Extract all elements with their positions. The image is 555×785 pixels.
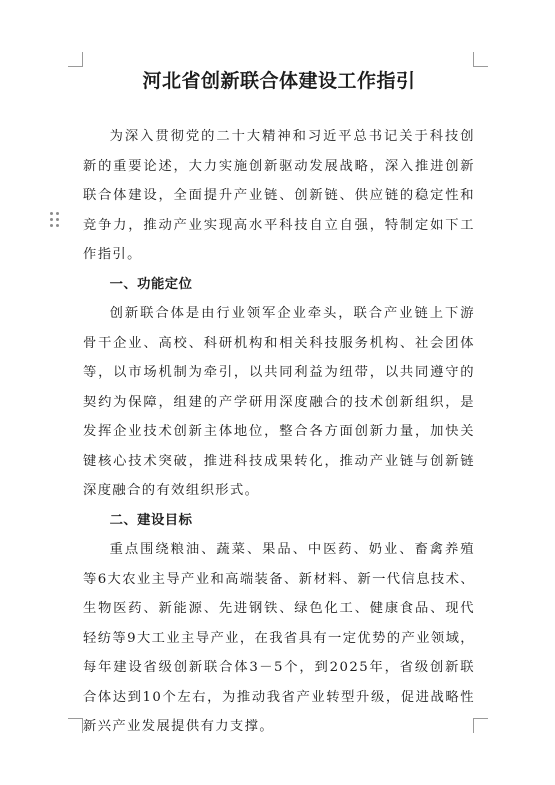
section-heading: 一、功能定位 [109, 276, 193, 292]
drag-handle-icon[interactable] [50, 212, 60, 228]
section-heading: 二、建设目标 [109, 512, 193, 528]
crop-mark-top-right [473, 52, 488, 67]
section-function [83, 270, 475, 506]
crop-mark-top-left [68, 52, 83, 67]
section-paragraph: 重点围绕粮油、蔬菜、果品、中医药、奶业、畜禽养殖等6大农业主导产业和高端装备、新材料、新一代信息技术、生物医药、新能源、先进钢铁、绿色化工、健康食品、现代轻纺等9大工业主导产业，在我省具有一定优势的产业领域，每年建设省级创新联合体3－5个，到2025年，省级创新联合体达到10个左右，为推动我省产业转型升级，促进战略性新兴产业发展提供有力支撑。 [83, 542, 475, 734]
document-title: 河北省创新联合体建设工作指引 [142, 70, 416, 92]
intro-paragraph: 为深入贯彻党的二十大精神和习近平总书记关于科技创新的重要论述，大力实施创新驱动发展战略，深入推进创新联合体建设，全面提升产业链、创新链、供应链的稳定性和竞争力，推动产业实现高水平科技自立自强，特制定如下工作指引。 [83, 129, 475, 262]
section-paragraph: 创新联合体是由行业领军企业牵头，联合产业链上下游骨干企业、高校、科研机构和相关科技服务机构、社会团体等，以市场机制为牵引，以共同利益为纽带，以共同遵守的契约为保障，组建的产学研用深度融合的技术创新组织，是发挥企业技术创新主体地位，整合各方面创新力量，加快关键核心技术突破，推进科技成果转化，推动产业链与创新链深度融合的有效组织形式。 [83, 306, 475, 498]
document-body [83, 66, 475, 742]
section-goals [83, 506, 475, 742]
crop-mark-bottom-left [68, 718, 83, 733]
crop-mark-bottom-right [473, 718, 488, 733]
